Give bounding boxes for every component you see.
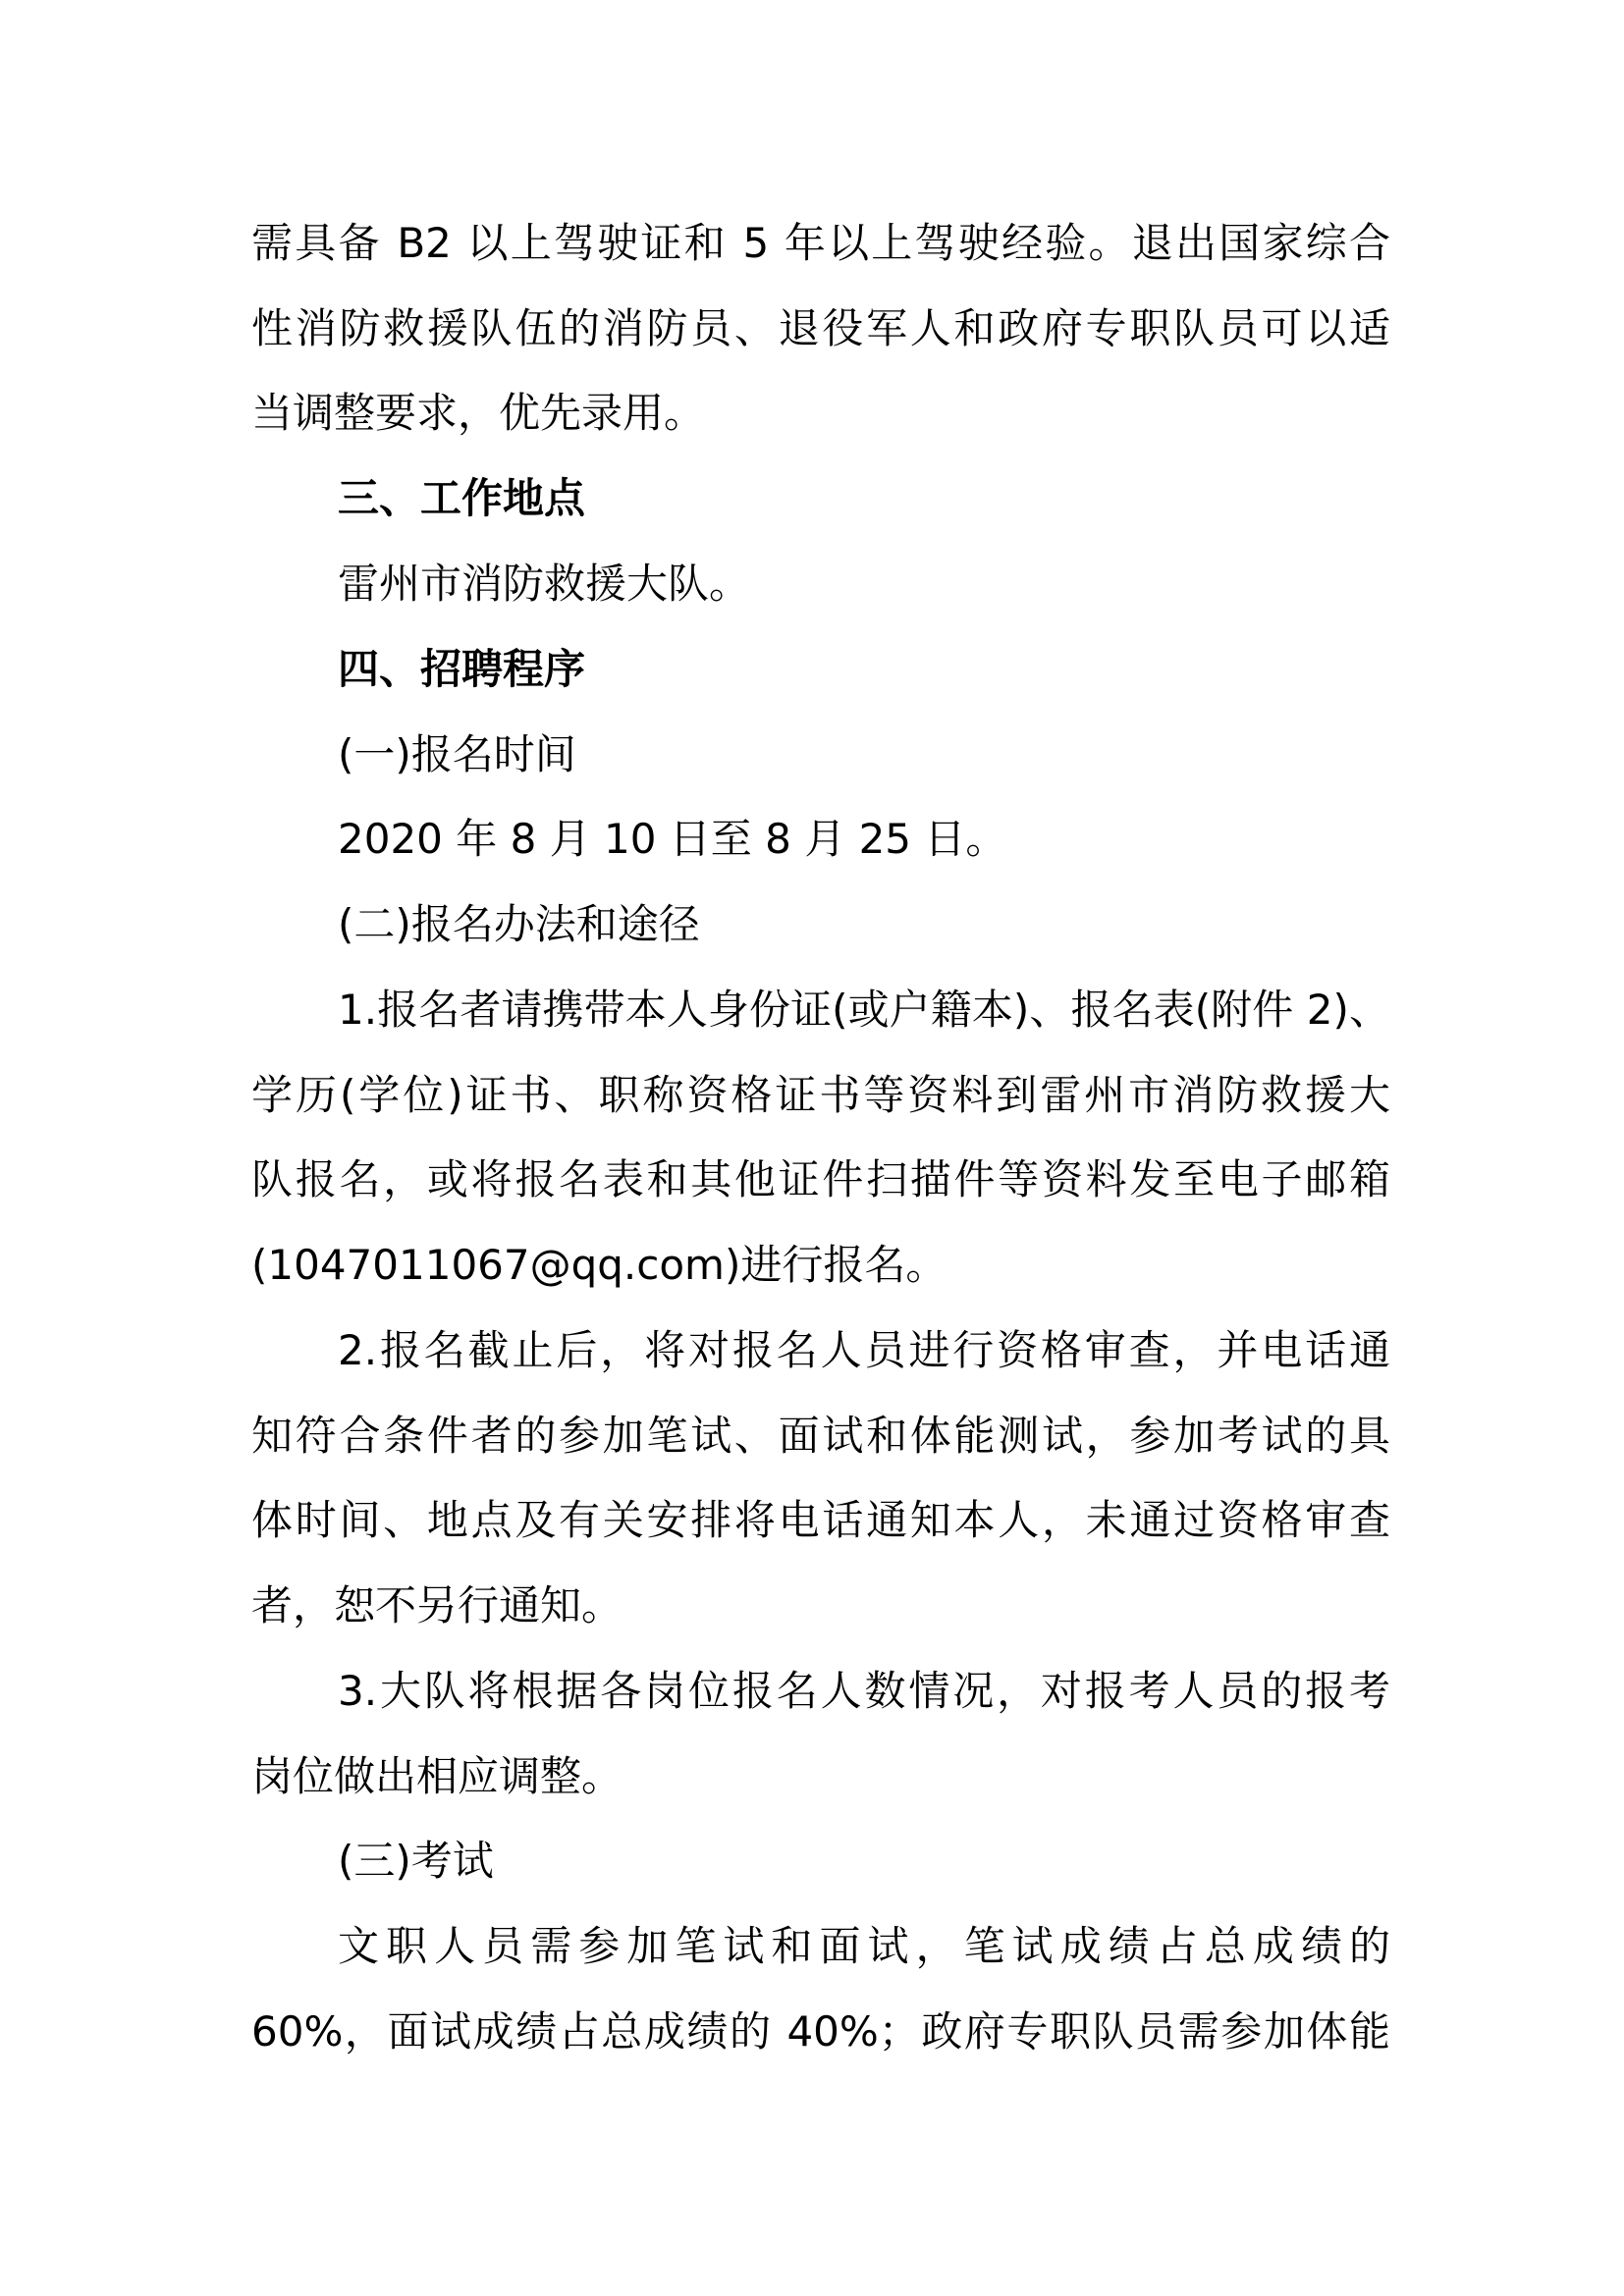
body-line: 队报名，或将报名表和其他证件扫描件等资料发至电子邮箱 [251, 1155, 1390, 1203]
subheading-registration-method: (二)报名办法和途径 [338, 900, 700, 948]
body-line: 知符合条件者的参加笔试、面试和体能测试，参加考试的具 [251, 1412, 1390, 1460]
body-line: 性消防救援队伍的消防员、退役军人和政府专职队员可以适 [251, 304, 1390, 352]
body-line: 者，恕不另行通知。 [251, 1581, 623, 1629]
subheading-exam: (三)考试 [338, 1837, 494, 1885]
body-line: 3.大队将根据各岗位报名人数情况，对报考人员的报考 [338, 1667, 1390, 1715]
body-line: 60%，面试成绩占总成绩的 40%；政府专职队员需参加体能 [251, 2007, 1390, 2056]
body-line: 1.报名者请携带本人身份证(或户籍本)、报名表(附件 2)、 [338, 986, 1390, 1034]
body-line: 体时间、地点及有关安排将电话通知本人，未通过资格审查 [251, 1496, 1390, 1544]
subheading-registration-time: (一)报名时间 [338, 730, 576, 778]
section-heading-recruitment-procedure: 四、招聘程序 [338, 645, 586, 693]
body-line: 文职人员需参加笔试和面试，笔试成绩占总成绩的 [338, 1922, 1390, 1970]
body-line: 当调整要求，优先录用。 [251, 389, 706, 437]
body-line: 2020 年 8 月 10 日至 8 月 25 日。 [338, 815, 1007, 863]
section-heading-work-location: 三、工作地点 [338, 474, 586, 522]
body-line-email: (1047011067@qq.com)进行报名。 [251, 1241, 947, 1289]
body-line: 2.报名截止后，将对报名人员进行资格审查，并电话通 [338, 1326, 1390, 1374]
body-line: 雷州市消防救援大队。 [338, 560, 751, 608]
body-line: 岗位做出相应调整。 [251, 1752, 623, 1800]
body-line: 需具备 B2 以上驾驶证和 5 年以上驾驶经验。退出国家综合 [251, 219, 1390, 267]
body-line: 学历(学位)证书、职称资格证书等资料到雷州市消防救援大 [251, 1071, 1390, 1119]
